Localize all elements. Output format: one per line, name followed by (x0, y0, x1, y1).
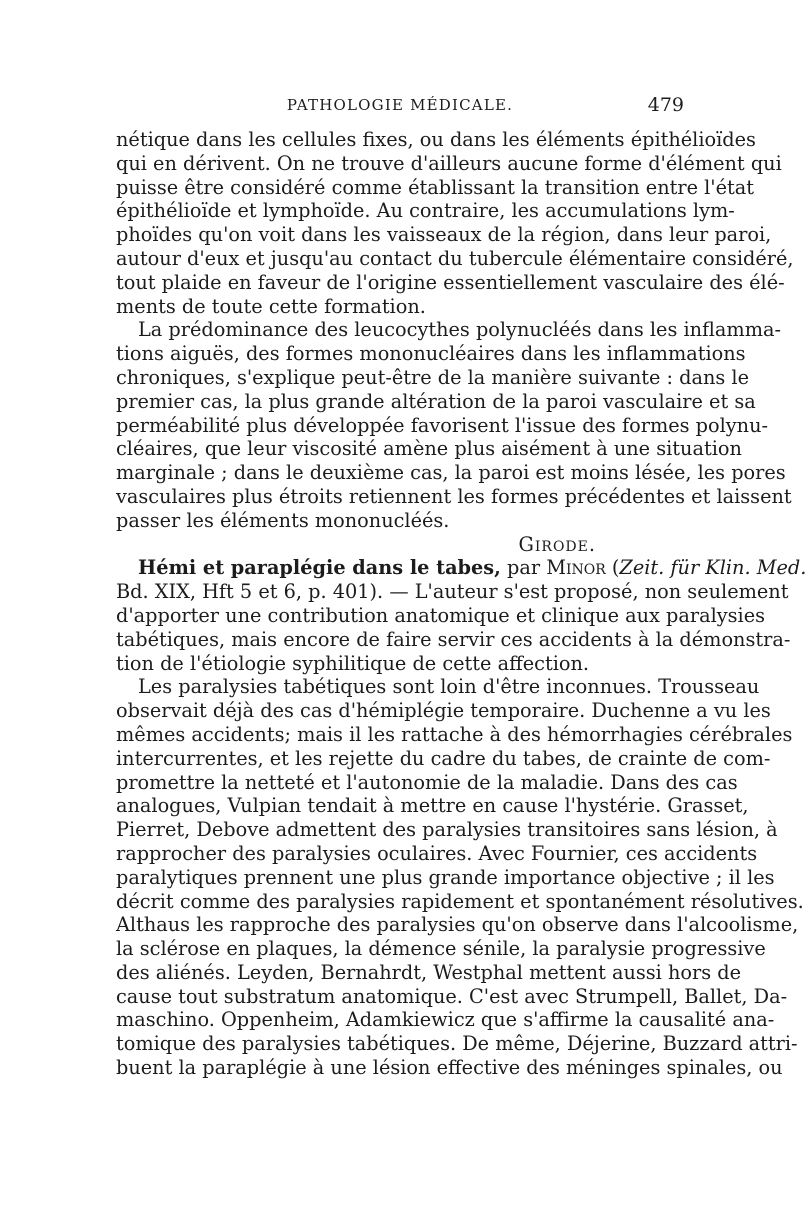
text-line: vasculaires plus étroits retiennent les formes précédentes et laissent (116, 484, 792, 508)
article-author: Minor (546, 556, 606, 580)
text-line: passer les éléments mononucléés. (116, 508, 450, 532)
text-line: la sclérose en plaques, la démence sénile, la paralysie progressive (116, 937, 766, 961)
text-line: puisse être considéré comme établissant la transition entre l'état (116, 175, 754, 199)
text-line: décrit comme des paralysies rapidement et spontanément résolutives. (116, 889, 804, 913)
text-line: des aliénés. Leyden, Bernahrdt, Westphal mettent aussi hors de (116, 960, 741, 984)
text-line: ments de toute cette formation. (116, 294, 426, 318)
text-line: intercurrentes, et les rejette du cadre du tabes, de crainte de com- (116, 746, 771, 770)
article-title: Hémi et paraplégie dans le tabes, (138, 556, 501, 580)
text-line: d'apporter une contribution anatomique et clinique aux paralysies (116, 603, 766, 627)
page-header (116, 96, 684, 122)
text-line: cléaires, que leur viscosité amène plus aisément à une situation (116, 437, 742, 461)
text-line: maschino. Oppenheim, Adamkiewicz que s'affirme la causalité ana- (116, 1008, 775, 1032)
text-line: buent la paraplégie à une lésion effective des méninges spinales, ou (116, 1056, 783, 1080)
text-line: rapprocher des paralysies oculaires. Avec Fournier, ces accidents (116, 841, 758, 865)
paragraph-leucocytes (116, 318, 792, 532)
body-text (116, 128, 806, 1080)
text-line: tout plaide en faveur de l'origine essentiellement vasculaire des élé- (116, 270, 785, 294)
text-line: Les paralysies tabétiques sont loin d'être inconnues. Trousseau (138, 675, 760, 699)
article-heading-line (116, 556, 806, 580)
text-line: mêmes accidents; mais il les rattache à des hémorrhagies cérébrales (116, 722, 793, 746)
text-line: paralytiques prennent une plus grande importance objective ; il les (116, 865, 775, 889)
journal-open: ( (605, 556, 620, 580)
text-line: autour d'eux et jusqu'au contact du tubercule élémentaire considéré, (116, 246, 794, 270)
author-signature: Girode. (518, 532, 596, 556)
text-line: observait déjà des cas d'hémiplégie temporaire. Duchenne a vu les (116, 699, 771, 723)
text-line: perméabilité plus développée favorisent l'issue des formes polynu- (116, 413, 769, 437)
text-line: marginale ; dans le deuxième cas, la paroi est moins lésée, les pores (116, 461, 786, 485)
text-line: Althaus les rapproche des paralysies qu'on observe dans l'alcoolisme, (116, 913, 799, 937)
text-line: tions aiguës, des formes mononucléaires dans les inflammations (116, 342, 746, 366)
text-line: phoïdes qu'on voit dans les vaisseaux de la région, dans leur paroi, (116, 223, 772, 247)
text-line: tomique des paralysies tabétiques. De même, Déjerine, Buzzard attri- (116, 1032, 798, 1056)
text-line: La prédominance des leucocythes polynucléés dans les inflamma- (138, 318, 781, 342)
text-line: analogues, Vulpian tendait à mettre en cause l'hystérie. Grasset, (116, 794, 749, 818)
text-line: tion de l'étiologie syphilitique de cette affection. (116, 651, 590, 675)
paragraph-tubercle-origin (116, 128, 794, 318)
text-line: Pierret, Debove admettent des paralysies transitoires sans lésion, à (116, 818, 778, 842)
journal-name: Zeit. für Klin. Med. (619, 556, 806, 580)
article-tabes (116, 556, 806, 675)
text-line: qui en dérivent. On ne trouve d'ailleurs aucune forme d'élément qui (116, 151, 782, 175)
text-line: épithélioïde et lymphoïde. Au contraire, les accumulations lym- (116, 199, 735, 223)
text-line: Bd. XIX, Hft 5 et 6, p. 401). — L'auteur s'est proposé, non seulement (116, 580, 789, 604)
text-line: tabétiques, mais encore de faire servir ces accidents à la démonstra- (116, 627, 791, 651)
running-head: PATHOLOGIE MÉDICALE. (286, 96, 514, 114)
text-line: premier cas, la plus grande altération de la paroi vasculaire et sa (116, 389, 756, 413)
text-line: nétique dans les cellules fixes, ou dans les éléments épithélioïdes (116, 128, 756, 151)
text-line: promettre la netteté et l'autonomie de la maladie. Dans des cas (116, 770, 738, 794)
page-number: 479 (647, 94, 684, 116)
text-line: cause tout substratum anatomique. C'est avec Strumpell, Ballet, Da- (116, 984, 788, 1008)
paragraph-tabetic-paralysis (116, 675, 804, 1080)
text-line: chroniques, s'explique peut-être de la manière suivante : dans le (116, 365, 750, 389)
article-by: par (500, 556, 547, 580)
